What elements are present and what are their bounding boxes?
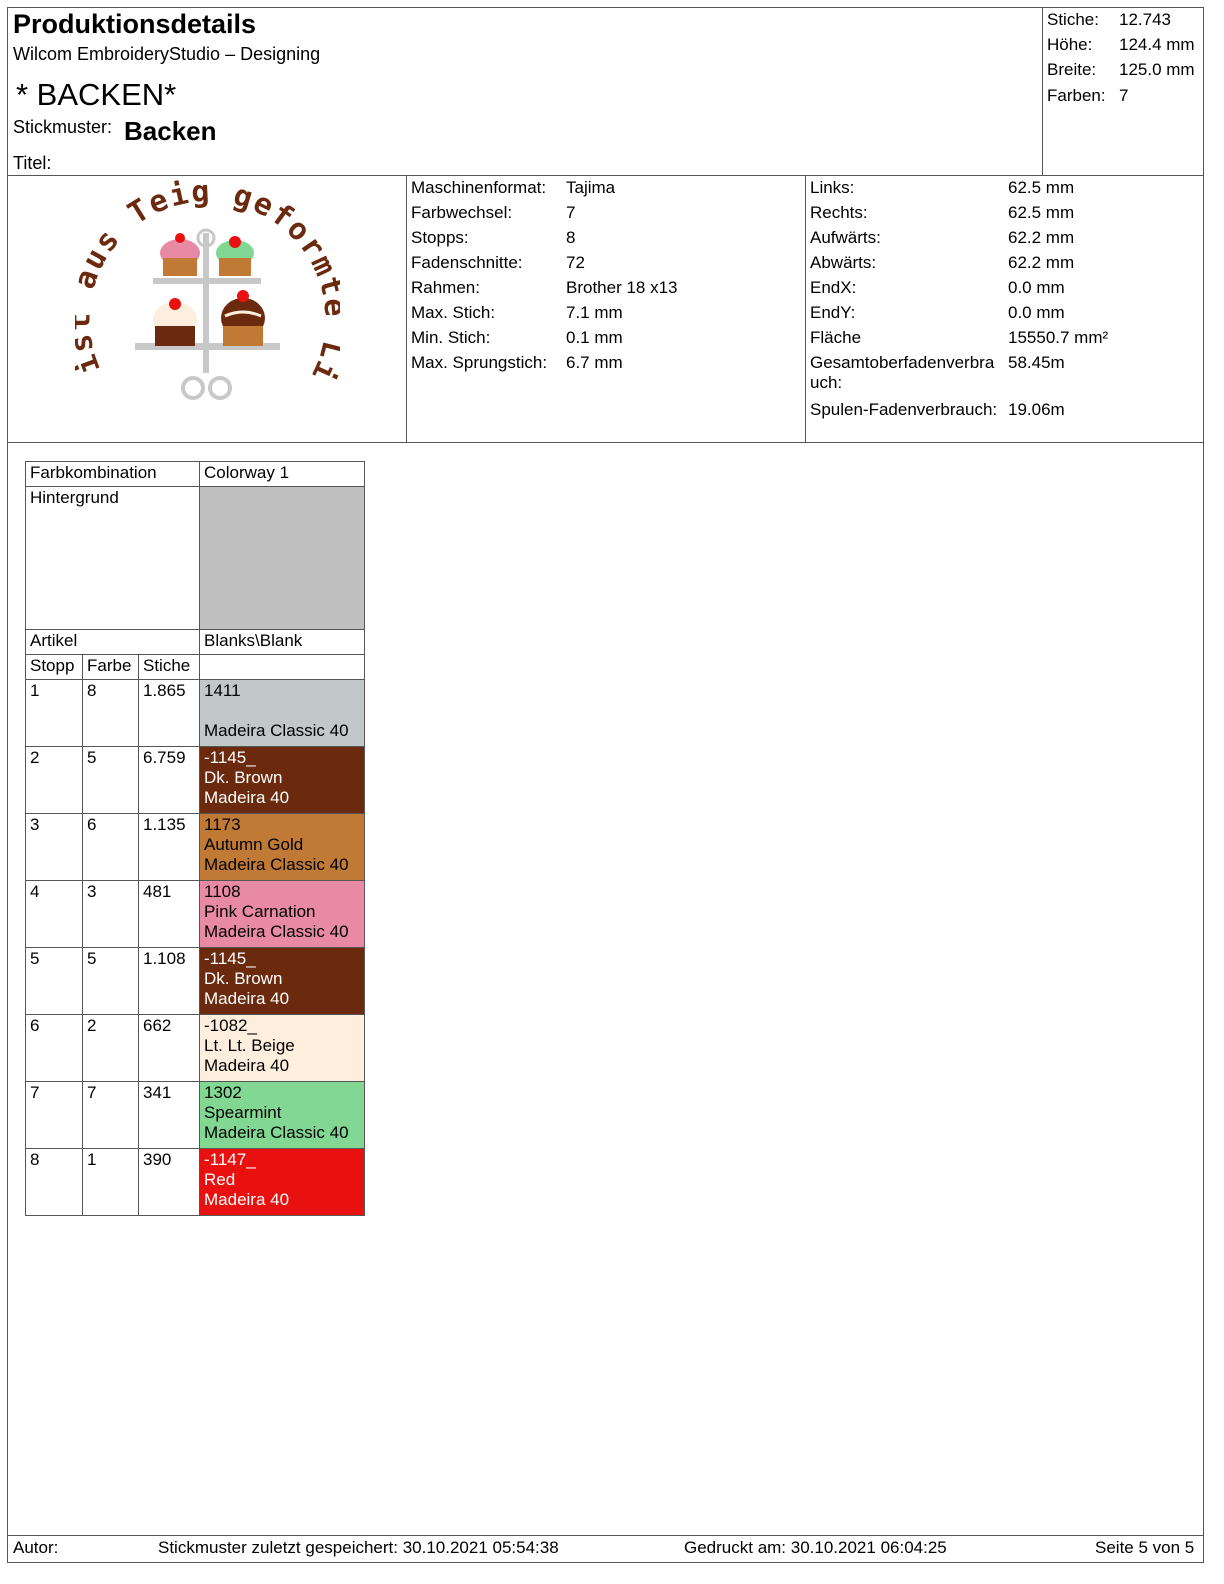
artikel-label: Artikel <box>26 630 200 655</box>
machine-label: Maschinenformat: <box>411 178 547 197</box>
thread-swatch <box>200 881 365 948</box>
thread-stiche: 390 <box>139 1149 200 1216</box>
cupcake-pink <box>160 233 200 276</box>
thread-name: Spearmint <box>204 1103 282 1122</box>
dimension-value: 62.5 mm <box>1008 178 1075 197</box>
summary-label: Farben: <box>1047 86 1106 105</box>
preview-divider <box>406 175 407 442</box>
thread-stiche: 1.135 <box>139 814 200 881</box>
thread-stiche: 6.759 <box>139 747 200 814</box>
thread-code: 1411 <box>204 681 241 700</box>
dimension-value: 19.06m <box>1008 400 1065 419</box>
thread-name: Lt. Lt. Beige <box>204 1036 295 1055</box>
machine-value: 0.1 mm <box>566 328 623 347</box>
machine-label: Stopps: <box>411 228 469 247</box>
cupcake-green <box>216 236 254 276</box>
thread-farbe: 5 <box>83 948 139 1015</box>
thread-row <box>26 881 365 948</box>
thread-code: -1147_ <box>204 1150 256 1169</box>
dimension-label: Aufwärts: <box>810 228 881 247</box>
thread-stiche: 1.865 <box>139 680 200 747</box>
cupcake-cream <box>153 298 197 346</box>
thread-farbe: 8 <box>83 680 139 747</box>
thread-name <box>204 701 360 721</box>
summary-label: Stiche: <box>1047 10 1099 29</box>
machine-label: Max. Sprungstich: <box>411 353 548 372</box>
machine-label: Min. Stich: <box>411 328 491 347</box>
thread-name: Pink Carnation <box>204 902 316 921</box>
thread-stopp: 8 <box>26 1149 83 1216</box>
thread-row <box>26 948 365 1015</box>
column-header-farbe: Farbe <box>83 655 139 680</box>
thread-farbe: 3 <box>83 881 139 948</box>
thread-name: Autumn Gold <box>204 835 304 854</box>
thread-farbe: 7 <box>83 1082 139 1149</box>
titel-label: Titel: <box>13 153 52 173</box>
thread-brand: Madeira 40 <box>204 788 290 807</box>
dimension-label: Fläche <box>810 328 862 347</box>
thread-swatch <box>200 747 365 814</box>
thread-stopp: 6 <box>26 1015 83 1082</box>
thread-swatch <box>200 1149 365 1216</box>
thread-code: -1145_ <box>204 949 256 968</box>
thread-swatch <box>200 1015 365 1082</box>
dimension-value: 0.0 mm <box>1008 303 1065 322</box>
artikel-value: Blanks\Blank <box>200 630 365 655</box>
summary-label: Breite: <box>1047 60 1097 79</box>
dimension-value: 62.2 mm <box>1008 253 1075 272</box>
header-divider <box>7 175 1204 176</box>
thread-farbe: 1 <box>83 1149 139 1216</box>
thread-name: Dk. Brown <box>204 768 283 787</box>
thread-stopp: 1 <box>26 680 83 747</box>
thread-code: 1302 <box>204 1083 242 1102</box>
footer-printed: Gedruckt am: 30.10.2021 06:04:25 <box>684 1538 947 1557</box>
thread-stiche: 662 <box>139 1015 200 1082</box>
footer-divider <box>7 1535 1204 1536</box>
stickmuster-label: Stickmuster: <box>13 117 113 137</box>
summary-divider <box>1042 7 1043 175</box>
machine-value: 72 <box>566 253 585 272</box>
machine-value: 7 <box>566 203 576 222</box>
design-preview-image <box>75 178 340 440</box>
dimension-value: 58.45m <box>1008 353 1065 372</box>
thread-code: -1082_ <box>204 1016 257 1035</box>
thread-farbe: 6 <box>83 814 139 881</box>
thread-brand: Madeira Classic 40 <box>204 721 349 740</box>
thread-row <box>26 814 365 881</box>
machine-label: Max. Stich: <box>411 303 496 322</box>
thread-code: -1145_ <box>204 748 256 767</box>
dimension-value: 0.0 mm <box>1008 278 1065 297</box>
thread-stiche: 1.108 <box>139 948 200 1015</box>
thread-row <box>26 1015 365 1082</box>
thread-row <box>26 680 365 747</box>
dimension-label: Gesamtoberfadenverbrauch: <box>810 353 995 392</box>
thread-swatch <box>200 680 365 747</box>
background-swatch <box>200 487 365 630</box>
dimension-value: 15550.7 mm² <box>1008 328 1109 347</box>
thread-row <box>26 747 365 814</box>
thread-stiche: 481 <box>139 881 200 948</box>
dimension-value: 62.5 mm <box>1008 203 1075 222</box>
machine-label: Rahmen: <box>411 278 480 297</box>
page-title: Produktionsdetails <box>13 9 257 39</box>
machine-label: Fadenschnitte: <box>411 253 523 272</box>
thread-stopp: 4 <box>26 881 83 948</box>
thread-code: 1173 <box>204 815 241 834</box>
summary-value: 124.4 mm <box>1119 35 1195 54</box>
dimension-label: Links: <box>810 178 855 197</box>
thread-name: Red <box>204 1170 236 1189</box>
dimension-label: EndY: <box>810 303 856 322</box>
thread-farbe: 2 <box>83 1015 139 1082</box>
machine-value: 6.7 mm <box>566 353 623 372</box>
machine-divider <box>805 175 806 442</box>
farbkombination-label: Farbkombination <box>26 462 200 487</box>
dimension-value: 62.2 mm <box>1008 228 1075 247</box>
dimension-label: Rechts: <box>810 203 868 222</box>
summary-value: 12.743 <box>1119 10 1171 29</box>
column-header-empty <box>200 655 365 680</box>
dimension-label: EndX: <box>810 278 857 297</box>
cupcake-chocolate <box>221 290 265 346</box>
dimension-label: Abwärts: <box>810 253 877 272</box>
thread-code: 1108 <box>204 882 241 901</box>
thread-row <box>26 1082 365 1149</box>
stickmuster-value: Backen <box>124 116 217 146</box>
thread-swatch <box>200 1082 365 1149</box>
thread-brand: Madeira Classic 40 <box>204 922 349 941</box>
thread-brand: Madeira 40 <box>204 989 290 1008</box>
machine-value: 7.1 mm <box>566 303 623 322</box>
summary-label: Höhe: <box>1047 35 1093 54</box>
thread-stiche: 341 <box>139 1082 200 1149</box>
thread-stopp: 5 <box>26 948 83 1015</box>
thread-brand: Madeira Classic 40 <box>204 855 349 874</box>
machine-value: Tajima <box>566 178 616 197</box>
machine-value: Brother 18 x13 <box>566 278 678 297</box>
thread-brand: Madeira Classic 40 <box>204 1123 349 1142</box>
thread-stopp: 3 <box>26 814 83 881</box>
thread-rows <box>26 680 365 1216</box>
thread-farbe: 5 <box>83 747 139 814</box>
thread-brand: Madeira 40 <box>204 1056 290 1075</box>
machine-value: 8 <box>566 228 576 247</box>
hintergrund-label: Hintergrund <box>26 487 200 630</box>
info-divider <box>7 442 1204 443</box>
dimension-label: Spulen-Fadenverbrauch: <box>810 400 998 419</box>
thread-name: Dk. Brown <box>204 969 283 988</box>
footer-saved: Stickmuster zuletzt gespeichert: 30.10.2021 05:54:38 <box>158 1538 559 1557</box>
footer-page: Seite 5 von 5 <box>1095 1538 1195 1557</box>
footer-autor: Autor: <box>13 1538 59 1557</box>
summary-value: 7 <box>1119 86 1129 105</box>
thread-stopp: 2 <box>26 747 83 814</box>
column-header-stopp: Stopp <box>26 655 83 680</box>
design-preview <box>75 178 340 440</box>
thread-stopp: 7 <box>26 1082 83 1149</box>
ring-text-top: us Teig geform i <box>75 178 340 389</box>
app-subtitle: Wilcom EmbroideryStudio – Designing <box>13 44 321 64</box>
summary-value: 125.0 mm <box>1119 60 1195 79</box>
thread-swatch <box>200 948 365 1015</box>
thread-swatch <box>200 814 365 881</box>
column-header-stiche: Stiche <box>139 655 200 680</box>
thread-row <box>26 1149 365 1216</box>
colorway-name: Colorway 1 <box>200 462 365 487</box>
machine-label: Farbwechsel: <box>411 203 513 222</box>
design-name: * BACKEN* <box>16 77 177 112</box>
thread-brand: Madeira 40 <box>204 1190 290 1209</box>
colorway-table <box>25 461 365 1216</box>
